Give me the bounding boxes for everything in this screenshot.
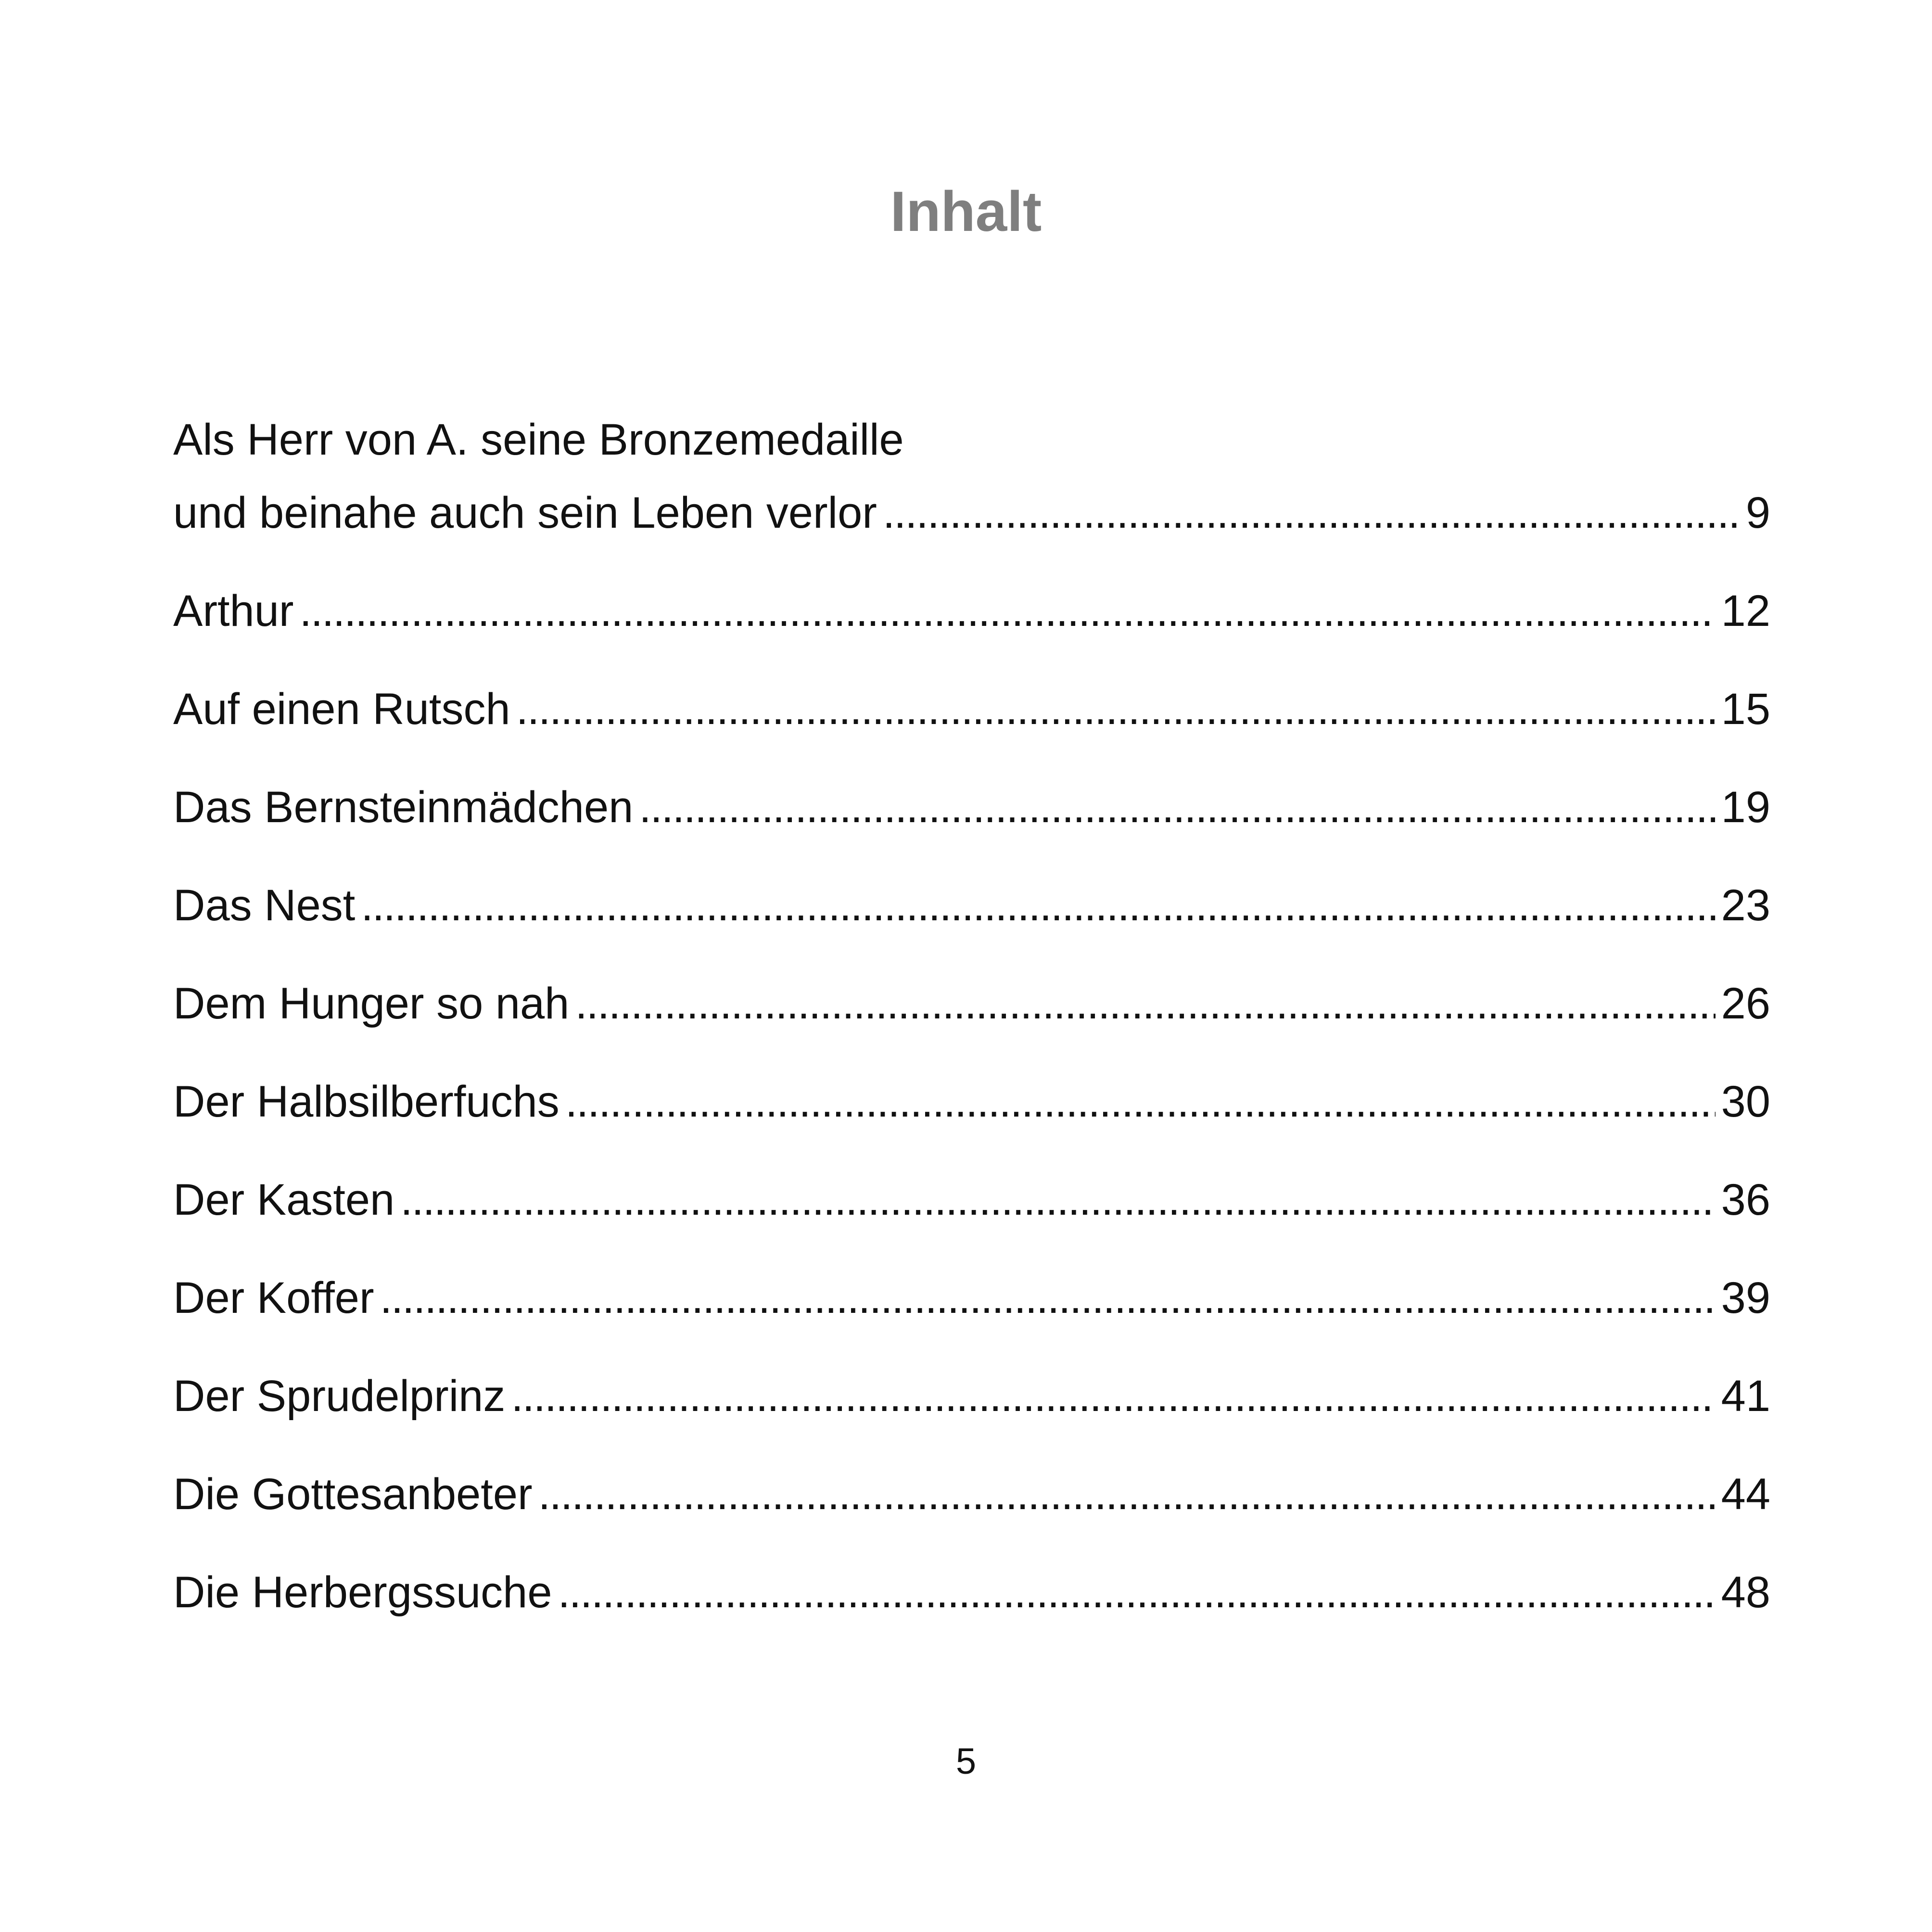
dot-leader [538,1458,1716,1531]
toc-entry-title: Das Bernsteinmädchen [173,783,634,832]
dot-leader [575,967,1715,1040]
toc-entry [173,1065,1770,1138]
dot-leader [565,1065,1716,1138]
toc-entry [173,771,1770,844]
toc-entry-page-number: 36 [1721,1175,1770,1224]
toc-entry [173,574,1770,648]
toc-entry [173,673,1770,746]
dot-leader [380,1261,1716,1335]
toc-entry [173,869,1770,942]
toc-entry-title: Die Herbergssuche [173,1568,552,1617]
dot-leader [400,1163,1715,1236]
toc-entry-title: Der Sprudelprinz [173,1372,506,1421]
toc-entry-title: Der Koffer [173,1273,374,1322]
toc-entry-row [173,1360,1770,1433]
toc-entry-title: und beinahe auch sein Leben verlor [173,488,877,537]
toc-entry-title-line1: Als Herr von A. seine Bronzemedaille [173,415,904,464]
dot-leader [639,771,1715,844]
toc-entry-page-number: 23 [1721,881,1770,930]
toc-entry-row [173,673,1770,746]
toc-entry [173,1163,1770,1236]
dot-leader [516,673,1716,746]
dot-leader [300,574,1716,648]
toc-entry-page-number: 30 [1721,1077,1770,1126]
toc-entry-title: Arthur [173,586,294,636]
toc-entry-title: Der Halbsilberfuchs [173,1077,559,1126]
dot-leader [511,1360,1715,1433]
dot-leader [558,1556,1715,1629]
toc-entry-row [173,476,1770,549]
toc-entry-row [173,1261,1770,1335]
toc-entry-page-number: 48 [1721,1568,1770,1617]
toc-entry [173,967,1770,1040]
toc-entry-title: Die Gottesanbeter [173,1470,533,1519]
dot-leader [361,869,1715,942]
toc-entry-page-number: 39 [1721,1273,1770,1322]
toc-entry-page-number: 44 [1721,1470,1770,1519]
toc-entry-row [173,869,1770,942]
page-number: 5 [955,1741,977,1782]
toc-entry-row [173,1065,1770,1138]
toc-entry-title: Auf einen Rutsch [173,685,510,734]
toc-entry-row [173,967,1770,1040]
toc-entry [173,1360,1770,1433]
toc-entry-page-number: 19 [1721,783,1770,832]
toc-entry-page-number: 26 [1721,979,1770,1028]
toc-entry-title: Der Kasten [173,1175,395,1224]
dot-leader [883,476,1740,549]
toc-entry-page-number: 15 [1721,685,1770,734]
toc-entry [173,1458,1770,1531]
toc-entry-title: Dem Hunger so nah [173,979,570,1028]
toc-entry-row [173,771,1770,844]
toc-entry [173,1261,1770,1335]
toc-entry-row [173,1163,1770,1236]
toc-entry-row [173,1556,1770,1629]
toc-entry-title: Das Nest [173,881,356,930]
page-title: Inhalt [890,180,1042,243]
table-of-contents [173,403,1770,1654]
toc-entry [173,1556,1770,1629]
toc-entry-row [173,1458,1770,1531]
toc-entry-page-number: 41 [1721,1372,1770,1421]
toc-entry-page-number: 9 [1745,488,1770,537]
toc-entry-row [173,574,1770,648]
toc-entry-page-number: 12 [1721,586,1770,636]
toc-entry [173,403,1770,549]
